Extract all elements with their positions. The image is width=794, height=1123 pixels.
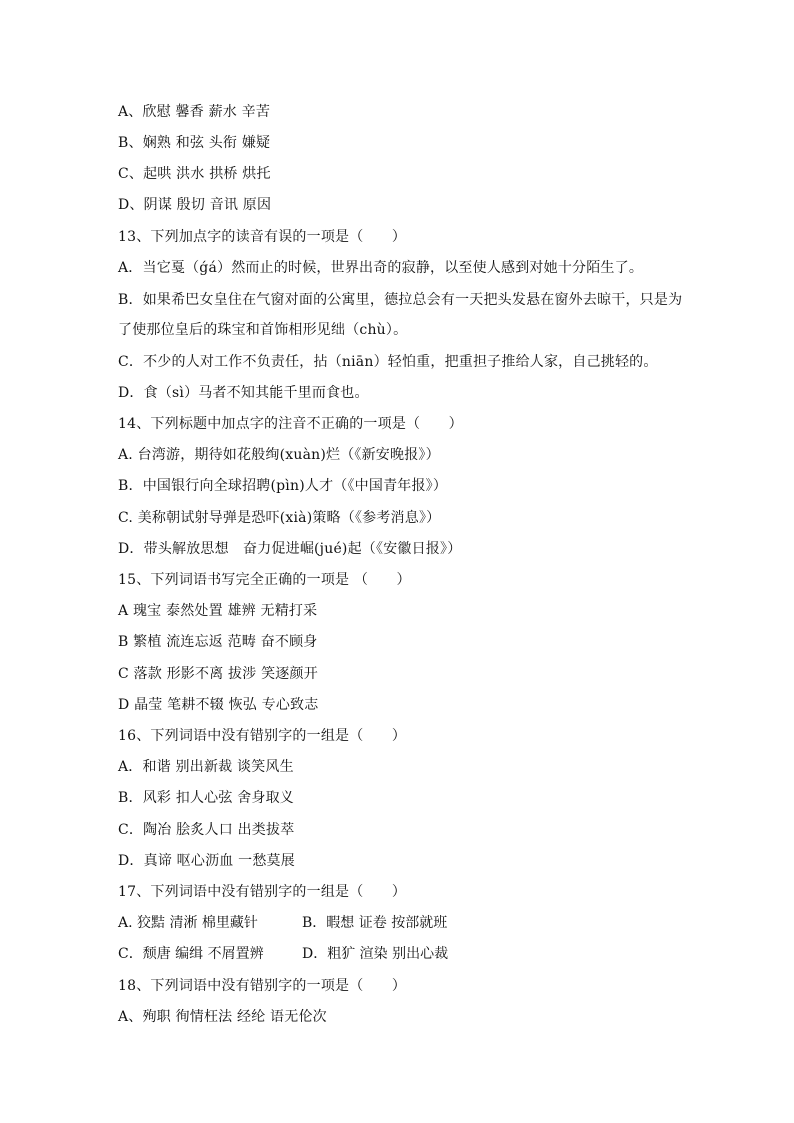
option-line: D 晶莹 笔耕不辍 恢弘 专心致志 [118,697,319,713]
option-line: A、欣慰 馨香 薪水 辛苦 [118,104,271,120]
question-16: 16、下列词语中没有错别字的一组是（ ） [118,728,407,744]
option-line: B．风彩 扣人心弦 舍身取义 [118,790,294,806]
question-18: 18、下列词语中没有错别字的一项是（ ） [118,978,407,994]
option-line: C. 美称朝试射导弹是恐吓(xià)策略（《参考消息》） [118,510,441,526]
question-15: 15、下列词语书写完全正确的一项是 （ ） [118,572,411,588]
question-17: 17、下列词语中没有错别字的一组是（ ） [118,884,407,900]
option-line: D．食（sì）马者不知其能千里而食也。 [118,385,369,401]
option-line: C．不少的人对工作不负责任，拈（niān）轻怕重，把重担子推给人家，自己挑轻的。 [118,354,658,370]
option-line: A. 台湾游，期待如花般绚(xuàn)烂（《新安晚报》） [118,447,440,463]
option-line: B、娴熟 和弦 头衔 嫌疑 [118,135,271,151]
option-line: A．当它戛（ǵá）然而止的时候，世界出奇的寂静，以至使人感到对她十分陌生了。 [118,260,644,276]
option-line-continued: 了使那位皇后的珠宝和首饰相形见绌（chù）。 [118,322,408,338]
option-a: A. 狡黠 清淅 棉里藏针 [118,915,258,931]
option-line: C．陶冶 脍炙人口 出类拔萃 [118,822,295,838]
option-line: B．如果希巴女皇住在气窗对面的公寓里，德拉总会有一天把头发悬在窗外去晾干，只是为 [118,292,683,308]
question-13: 13、下列加点字的读音有误的一项是（ ） [118,229,407,245]
option-line: A．和谐 别出新裁 谈笑风生 [118,759,294,775]
option-c: C．颓唐 编缉 不屑置辨 [118,946,264,962]
question-14: 14、下列标题中加点字的注音不正确的一项是（ ） [118,416,463,432]
option-line: A 瑰宝 泰然处置 雄辨 无精打采 [118,603,318,619]
option-line: A、殉职 徇情枉法 经纶 语无伦次 [118,1009,327,1025]
option-b: B．暇想 证卷 按部就班 [302,915,448,931]
option-line: C、起哄 洪水 拱桥 烘托 [118,166,271,182]
option-d: D．粗犷 渲染 别出心裁 [302,946,449,962]
option-line: C 落款 形影不离 拔涉 笑逐颜开 [118,666,318,682]
option-line: B 繁植 流连忘返 范畴 奋不顾身 [118,634,318,650]
option-line: D．带头解放思想 奋力促进崛(jué)起（《安徽日报》） [118,541,462,557]
option-line: D．真谛 呕心沥血 一愁莫展 [118,853,295,869]
option-line: B．中国银行向全球招聘(pìn)人才（《中国青年报》） [118,478,448,494]
option-line: D、阴谋 殷切 音讯 原因 [118,197,272,213]
